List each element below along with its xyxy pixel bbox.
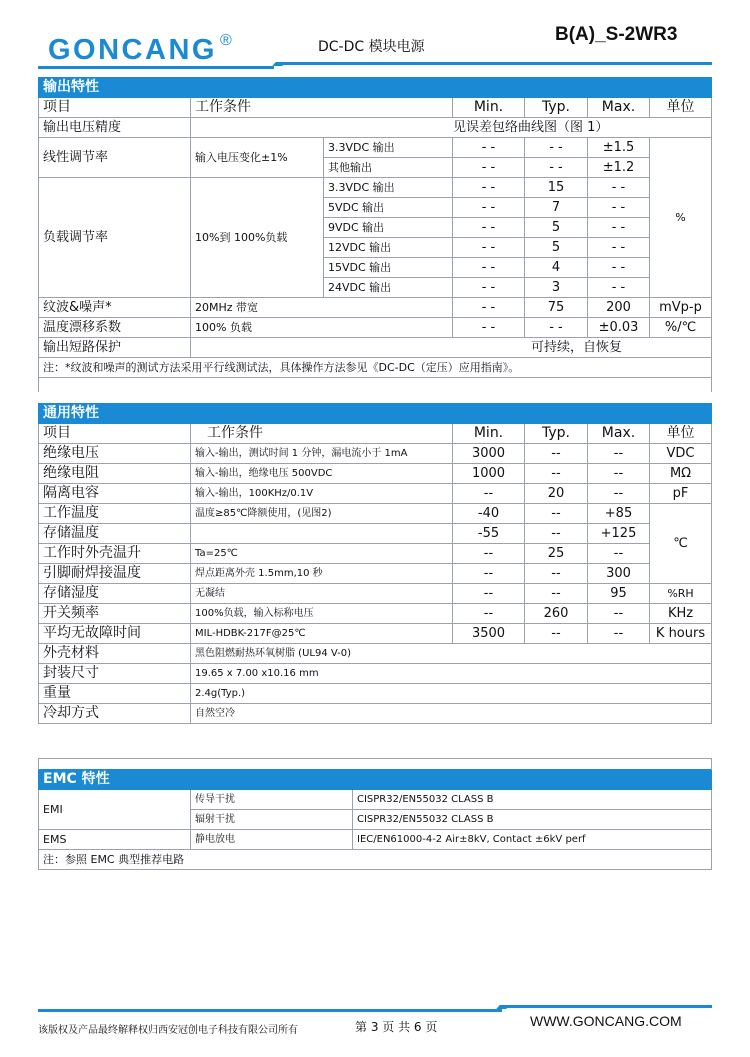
item-label: 开关频率 <box>39 604 191 624</box>
footer-rule-right <box>505 1005 712 1008</box>
table-row <box>39 178 712 198</box>
table-row <box>39 604 712 624</box>
col-header: Min. <box>453 424 525 444</box>
unit-cell: VDC <box>650 444 712 464</box>
unit-cell: ℃ <box>650 504 712 584</box>
item-label: 工作温度 <box>39 504 191 524</box>
max-cell: -- <box>588 484 650 504</box>
item-label: 冷却方式 <box>39 704 191 724</box>
sub-condition: 其他输出 <box>324 158 453 178</box>
footer-rule-left <box>38 1009 502 1012</box>
table-row <box>39 684 712 704</box>
max-cell: -- <box>588 604 650 624</box>
max-cell: ±1.2 <box>588 158 650 178</box>
output-characteristics-table <box>38 77 712 392</box>
typ-cell: -- <box>525 524 588 544</box>
col-header: 工作条件 <box>191 98 453 118</box>
spacer-cell <box>39 378 712 393</box>
note-row <box>39 850 712 870</box>
item-label: 平均无故障时间 <box>39 624 191 644</box>
col-header: 单位 <box>650 424 712 444</box>
max-cell: ±0.03 <box>588 318 650 338</box>
condition-cell: 输入-输出，绝缘电压 500VDC <box>191 464 453 484</box>
sub-condition: 9VDC 输出 <box>324 218 453 238</box>
typ-cell: 15 <box>525 178 588 198</box>
item-label: 封装尺寸 <box>39 664 191 684</box>
typ-cell: -- <box>525 584 588 604</box>
sub-condition: 12VDC 输出 <box>324 238 453 258</box>
item-label: 存储湿度 <box>39 584 191 604</box>
min-cell: - - <box>453 278 525 298</box>
max-cell: - - <box>588 278 650 298</box>
unit-cell: %/℃ <box>650 318 712 338</box>
table-row <box>39 298 712 318</box>
standard-cell: CISPR32/EN55032 CLASS B <box>353 810 712 830</box>
sub-condition: 传导干扰 <box>191 790 353 810</box>
max-cell: - - <box>588 218 650 238</box>
max-cell: 300 <box>588 564 650 584</box>
condition-cell: Ta=25℃ <box>191 544 453 564</box>
col-header: 项目 <box>39 98 191 118</box>
table-row <box>39 704 712 724</box>
standard-cell: IEC/EN61000-4-2 Air±8kV, Contact ±6kV perf <box>353 830 712 850</box>
max-cell: +125 <box>588 524 650 544</box>
condition-cell: 输入电压变化±1% <box>191 138 324 178</box>
value-cell: 黑色阻燃耐热环氧树脂 (UL94 V-0) <box>191 644 712 664</box>
condition-cell <box>191 524 453 544</box>
section-title: 输出特性 <box>39 78 712 98</box>
condition-cell: 无凝结 <box>191 584 453 604</box>
typ-cell: 5 <box>525 238 588 258</box>
table-header-row <box>39 424 712 444</box>
item-label: 工作时外壳温升 <box>39 544 191 564</box>
min-cell: - - <box>453 238 525 258</box>
max-cell: +85 <box>588 504 650 524</box>
item-label: 温度漂移系数 <box>39 318 191 338</box>
min-cell: -- <box>453 484 525 504</box>
footnote: 注：*纹波和噪声的测试方法采用平行线测试法，具体操作方法参见《DC-DC（定压）应用指南》。 <box>39 358 712 378</box>
unit-cell: %RH <box>650 584 712 604</box>
table-row <box>39 444 712 464</box>
item-label: EMS <box>39 830 191 850</box>
item-label: 存储温度 <box>39 524 191 544</box>
col-header: Min. <box>453 98 525 118</box>
max-cell: ±1.5 <box>588 138 650 158</box>
typ-cell: - - <box>525 318 588 338</box>
min-cell: 3500 <box>453 624 525 644</box>
min-cell: -55 <box>453 524 525 544</box>
item-label: 输出电压精度 <box>39 118 191 138</box>
typ-cell: 7 <box>525 198 588 218</box>
table-header-row <box>39 98 712 118</box>
page-number: 第 3 页 共 6 页 <box>355 1020 438 1034</box>
value-cell: 见误差包络曲线图（图 1） <box>191 118 712 138</box>
table-row <box>39 338 712 358</box>
sub-condition: 3.3VDC 输出 <box>324 178 453 198</box>
max-cell: 95 <box>588 584 650 604</box>
table-row <box>39 564 712 584</box>
col-header: Typ. <box>525 98 588 118</box>
typ-cell: -- <box>525 504 588 524</box>
registered-mark: ® <box>219 32 235 49</box>
note-row <box>39 358 712 378</box>
col-header: Max. <box>588 424 650 444</box>
website-url: WWW.GONCANG.COM <box>530 1013 682 1029</box>
max-cell: - - <box>588 198 650 218</box>
min-cell: - - <box>453 258 525 278</box>
max-cell: -- <box>588 464 650 484</box>
header-rule-left <box>38 66 274 69</box>
typ-cell: 5 <box>525 218 588 238</box>
company-logo <box>48 34 234 67</box>
col-header: Typ. <box>525 424 588 444</box>
min-cell: - - <box>453 198 525 218</box>
condition-cell: 输入-输出，100KHz/0.1V <box>191 484 453 504</box>
unit-cell: MΩ <box>650 464 712 484</box>
max-cell: -- <box>588 544 650 564</box>
table-row <box>39 318 712 338</box>
min-cell: - - <box>453 158 525 178</box>
table-row <box>39 790 712 810</box>
header-rule-right <box>280 62 712 65</box>
condition-cell: 温度≥85℃降额使用，(见图2) <box>191 504 453 524</box>
typ-cell: - - <box>525 158 588 178</box>
col-header: 工作条件 <box>191 424 453 444</box>
typ-cell: 20 <box>525 484 588 504</box>
item-label: 引脚耐焊接温度 <box>39 564 191 584</box>
emc-characteristics-table <box>38 758 712 870</box>
col-header: Max. <box>588 98 650 118</box>
typ-cell: - - <box>525 138 588 158</box>
min-cell: -- <box>453 544 525 564</box>
unit-cell: KHz <box>650 604 712 624</box>
model-number: B(A)_S-2WR3 <box>555 24 678 45</box>
doc-title: DC-DC 模块电源 <box>318 39 425 55</box>
max-cell: - - <box>588 238 650 258</box>
logo-text: GONCANG <box>48 34 217 66</box>
table-row <box>39 644 712 664</box>
sub-condition: 24VDC 输出 <box>324 278 453 298</box>
typ-cell: -- <box>525 444 588 464</box>
typ-cell: 75 <box>525 298 588 318</box>
standard-cell: CISPR32/EN55032 CLASS B <box>353 790 712 810</box>
value-cell: 2.4g(Typ.) <box>191 684 712 704</box>
min-cell: -- <box>453 604 525 624</box>
condition-cell: 10%到 100%负载 <box>191 178 324 298</box>
typ-cell: 25 <box>525 544 588 564</box>
section-title: EMC 特性 <box>39 770 712 790</box>
min-cell: 1000 <box>453 464 525 484</box>
spacer-row <box>39 378 712 393</box>
max-cell: - - <box>588 178 650 198</box>
typ-cell: -- <box>525 564 588 584</box>
condition-cell: 20MHz 带宽 <box>191 298 453 318</box>
min-cell: -40 <box>453 504 525 524</box>
section-title: 通用特性 <box>39 404 712 424</box>
table-row <box>39 524 712 544</box>
min-cell: - - <box>453 138 525 158</box>
min-cell: - - <box>453 298 525 318</box>
max-cell: -- <box>588 444 650 464</box>
value-cell: 可持续，自恢复 <box>191 338 712 358</box>
value-cell: 19.65 x 7.00 x10.16 mm <box>191 664 712 684</box>
condition-cell: 100% 负载 <box>191 318 453 338</box>
min-cell: -- <box>453 584 525 604</box>
condition-cell: MIL-HDBK-217F@25℃ <box>191 624 453 644</box>
condition-cell: 100%负载，输入标称电压 <box>191 604 453 624</box>
typ-cell: -- <box>525 464 588 484</box>
max-cell: -- <box>588 624 650 644</box>
table-row <box>39 504 712 524</box>
col-header: 项目 <box>39 424 191 444</box>
typ-cell: -- <box>525 624 588 644</box>
min-cell: 3000 <box>453 444 525 464</box>
sub-condition: 静电放电 <box>191 830 353 850</box>
min-cell: - - <box>453 218 525 238</box>
item-label: EMI <box>39 790 191 830</box>
item-label: 负载调节率 <box>39 178 191 298</box>
general-characteristics-table <box>38 403 712 724</box>
item-label: 重量 <box>39 684 191 704</box>
item-label: 外壳材料 <box>39 644 191 664</box>
typ-cell: 260 <box>525 604 588 624</box>
table-row <box>39 664 712 684</box>
sub-condition: 5VDC 输出 <box>324 198 453 218</box>
footnote: 注：参照 EMC 典型推荐电路 <box>39 850 712 870</box>
condition-cell: 输入-输出，测试时间 1 分钟，漏电流小于 1mA <box>191 444 453 464</box>
spacer-row <box>39 759 712 770</box>
table-row <box>39 544 712 564</box>
col-header: 单位 <box>650 98 712 118</box>
min-cell: - - <box>453 178 525 198</box>
item-label: 隔离电容 <box>39 484 191 504</box>
condition-cell: 焊点距离外壳 1.5mm,10 秒 <box>191 564 453 584</box>
min-cell: -- <box>453 564 525 584</box>
table-row <box>39 118 712 138</box>
item-label: 绝缘电压 <box>39 444 191 464</box>
table-row <box>39 584 712 604</box>
item-label: 线性调节率 <box>39 138 191 178</box>
item-label: 绝缘电阻 <box>39 464 191 484</box>
sub-condition: 辐射干扰 <box>191 810 353 830</box>
typ-cell: 4 <box>525 258 588 278</box>
unit-cell: pF <box>650 484 712 504</box>
table-row <box>39 830 712 850</box>
min-cell: - - <box>453 318 525 338</box>
sub-condition: 3.3VDC 输出 <box>324 138 453 158</box>
item-label: 纹波&噪声* <box>39 298 191 318</box>
copyright-notice: 该版权及产品最终解释权归西安冠创电子科技有限公司所有 <box>38 1025 298 1036</box>
table-row <box>39 484 712 504</box>
item-label: 输出短路保护 <box>39 338 191 358</box>
spacer-cell <box>39 759 712 770</box>
unit-cell: % <box>650 138 712 298</box>
unit-cell: K hours <box>650 624 712 644</box>
max-cell: - - <box>588 258 650 278</box>
value-cell: 自然空冷 <box>191 704 712 724</box>
max-cell: 200 <box>588 298 650 318</box>
sub-condition: 15VDC 输出 <box>324 258 453 278</box>
table-row <box>39 624 712 644</box>
unit-cell: mVp-p <box>650 298 712 318</box>
typ-cell: 3 <box>525 278 588 298</box>
table-row <box>39 138 712 158</box>
table-row <box>39 464 712 484</box>
